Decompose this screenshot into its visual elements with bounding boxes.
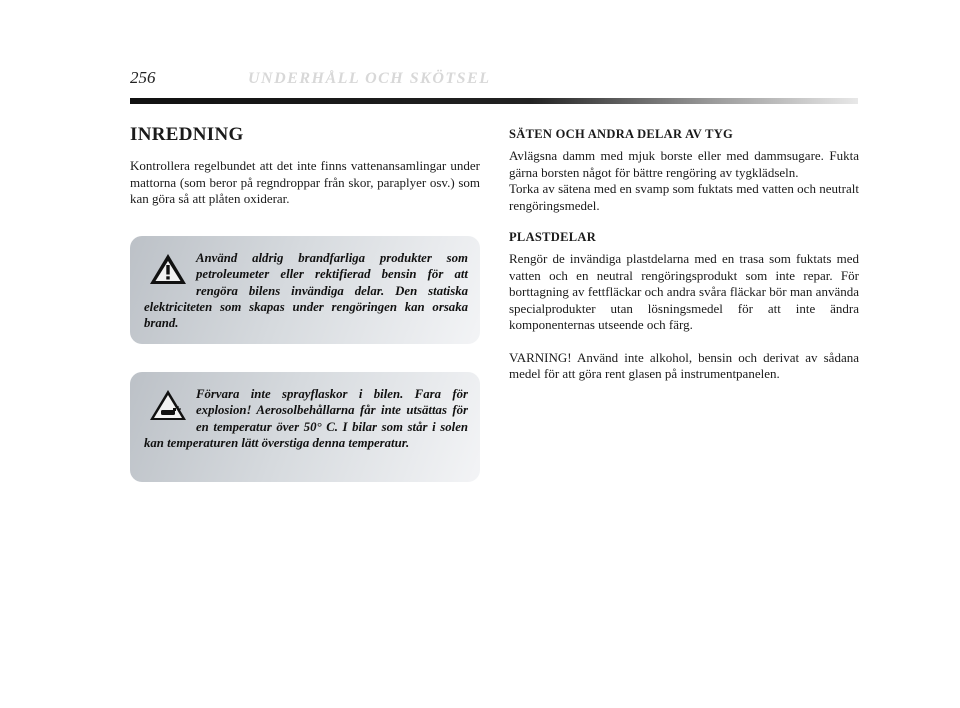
plastic-heading: PLASTDELAR: [509, 230, 597, 244]
caution-paragraph: VARNING! Använd inte alkohol, bensin och derivat av sådana medel för att göra rent glasen på instrumentpanelen.: [509, 349, 859, 381]
page-number: 256: [130, 68, 156, 87]
fabric-heading: SÄTEN OCH ANDRA DELAR AV TYG: [509, 127, 734, 141]
intro-paragraph: Kontrollera regelbundet att det inte finns vattenansamlingar under mattorna (som beror på regndroppar från skor, paraplyer osv.) som kan göra så att plåten oxiderar.: [130, 158, 480, 206]
plastic-paragraph: Rengör de invändiga plastdelarna med en trasa som fuktats med vatten och en neutral rengöringsprodukt som inte repar. För borttagning av fettfläckar och andra svåra fläckar bör man använda specialprodukter utan lösningsmedel för att inte ändra komponenternas utseende och färg.: [509, 251, 859, 332]
running-title: UNDERHÅLL OCH SKÖTSEL: [248, 70, 491, 87]
fabric-paragraph-1: Avlägsna damm med mjuk borste eller med dammsugare. Fukta gärna borsten något för bättre rengöring av tygklädseln.: [509, 148, 859, 180]
warning-triangle-icon: [148, 252, 188, 286]
aerosol-warning-box: [130, 372, 480, 482]
fire-warning-text: Använd aldrig brandfarliga produkter som petroleumeter eller rektifierad bensin för att rengöra bilens invändiga delar. Den statiska elektriciteten som skapas under rengöringen kan orsaka brand.: [144, 251, 468, 331]
section-title: INREDNING: [130, 124, 244, 145]
left-column: [130, 124, 480, 208]
fabric-paragraph-2: Torka av sätena med en svamp som fuktats med vatten och neutralt rengöringsmedel.: [509, 181, 859, 213]
header-rule: [130, 98, 858, 104]
right-column: [509, 127, 859, 383]
aerosol-warning-icon: [148, 388, 188, 422]
aerosol-warning-text: Förvara inte sprayflaskor i bilen. Fara för explosion! Aerosolbehållarna får inte utsättas för en temperatur över 50° C. I bilar som står i solen kan temperaturen lätt överstiga denna temperatur.: [144, 387, 468, 450]
fire-warning-box: [130, 236, 480, 344]
